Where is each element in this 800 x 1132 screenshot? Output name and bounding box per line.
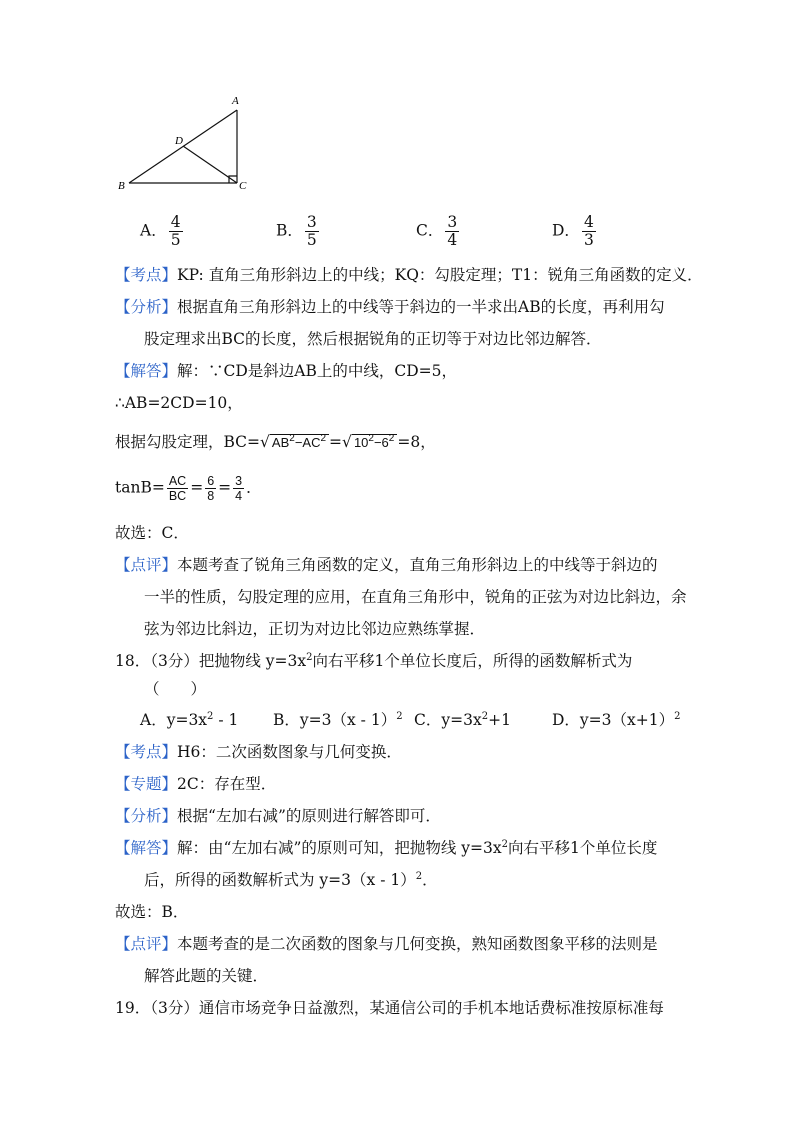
kaodian-text: H6：二次函数图象与几何变换．: [177, 743, 402, 761]
dianping-text: 本题考查了锐角三角函数的定义，直角三角形斜边上的中线等于斜边的: [177, 556, 658, 574]
exponent: 2: [388, 433, 395, 444]
exponent: 2: [289, 433, 295, 444]
radical-1: √ $AB^2-AC^2$: [260, 431, 329, 454]
tag-dianping: 【点评】: [115, 935, 178, 953]
jieda4-prefix: tanB=: [115, 478, 165, 497]
fraction-numerator: AC: [168, 474, 187, 488]
option-numerator: 4: [583, 213, 594, 231]
tag-jieda: 【解答】: [115, 839, 178, 857]
exponent: 2: [501, 839, 509, 850]
zhuanti-text: 2C：存在型．: [177, 775, 277, 793]
option-denominator: 5: [170, 231, 181, 249]
q18-jieda-line2: [144, 869, 438, 891]
q17-dianping: [115, 554, 658, 576]
jieda4-suffix: ．: [246, 478, 262, 497]
tag-fenxi: 【分析】: [115, 807, 178, 825]
tag-jieda: 【解答】: [115, 362, 178, 380]
stem-part: 18．（3分）把抛物线 y=3x: [115, 652, 307, 670]
q17-option-a: [140, 214, 185, 249]
jieda3-prefix: 根据勾股定理，BC=: [115, 433, 261, 451]
q17-option-c: [416, 214, 461, 249]
fraction-numerator: 6: [207, 474, 215, 488]
q17-option-d: [552, 214, 598, 249]
exponent: 2: [674, 711, 681, 722]
q17-kaodian: [115, 264, 703, 286]
exponent: 2: [207, 711, 214, 722]
q18-answer: 故选：B．: [115, 903, 189, 921]
exponent: 2: [320, 433, 327, 444]
option-text: +1: [488, 711, 511, 729]
exponent: 2: [306, 652, 313, 663]
exponent: 2: [415, 871, 423, 882]
option-text: B．y=3（x - 1）: [273, 711, 397, 729]
fraction-denominator: BC: [168, 489, 187, 503]
equals: =: [218, 478, 232, 497]
option-numerator: 3: [447, 213, 458, 231]
jieda-text: 解：∵CD是斜边AB上的中线，CD=5，: [177, 362, 458, 380]
q18-option-a: [140, 709, 238, 731]
radical-term: AB: [271, 435, 290, 450]
option-letter: D．: [552, 221, 580, 240]
q17-answer: 故选：C．: [115, 524, 189, 542]
equals: =: [329, 433, 343, 451]
option-numerator: 3: [306, 213, 317, 231]
equals: =: [190, 478, 204, 497]
q17-dianping-line3: 弦为邻边比斜边，正切为对边比邻边应熟练掌握．: [144, 620, 486, 638]
option-text: D．y=3（x+1）: [552, 711, 675, 729]
option-text: C．y=3x: [414, 711, 482, 729]
q17-fenxi: [115, 296, 665, 318]
option-letter: A．: [140, 221, 167, 240]
fenxi-text: 根据“左加右减”的原则进行解答即可．: [177, 807, 441, 825]
q18-dianping-line2: 解答此题的关键．: [144, 967, 269, 985]
fraction-denominator: 4: [235, 489, 243, 503]
label-a: A: [232, 95, 239, 107]
q18-paren: （ ）: [144, 680, 207, 698]
label-c: C: [239, 180, 247, 192]
exponent: 2: [368, 433, 374, 444]
radical-term: −AC: [294, 435, 321, 450]
stem-part: 向右平移1个单位长度后，所得的函数解析式为: [312, 652, 633, 670]
jieda-text: 向右平移1个单位长度: [508, 839, 658, 857]
jieda-text: ．: [422, 871, 438, 889]
q17-dianping-line2: 一半的性质，勾股定理的应用，在直角三角形中，锐角的正弦为对边比斜边，余: [144, 588, 687, 606]
fraction-denominator: 8: [207, 489, 215, 503]
jieda-text: 解：由“左加右减”的原则可知，把抛物线 y=3x: [177, 839, 502, 857]
radical-term: −6: [373, 435, 389, 450]
fraction-numerator: 3: [235, 474, 243, 488]
q18-kaodian: [115, 741, 402, 763]
q17-jieda-line4: [115, 474, 262, 503]
tag-fenxi: 【分析】: [115, 298, 178, 316]
exponent: 2: [396, 711, 403, 722]
option-letter: B．: [276, 221, 303, 240]
q17-option-b: [276, 214, 321, 249]
option-text: A．y=3x: [140, 711, 208, 729]
option-denominator: 5: [306, 231, 317, 249]
q17-jieda-line3: [115, 431, 436, 454]
exponent: 2: [481, 711, 489, 722]
tag-dianping: 【点评】: [115, 556, 178, 574]
q18-jieda: [115, 837, 657, 859]
option-denominator: 3: [583, 231, 594, 249]
option-denominator: 4: [447, 231, 458, 249]
radical-term: 10: [353, 435, 369, 450]
tag-zhuanti: 【专题】: [115, 775, 178, 793]
jieda-text: 后，所得的函数解析式为 y=3（x - 1）: [144, 871, 416, 889]
label-b: B: [118, 180, 125, 192]
q17-jieda-line2: ∴AB=2CD=10，: [115, 394, 243, 412]
tag-kaodian: 【考点】: [115, 266, 178, 284]
q18-option-c: [414, 709, 511, 731]
fenxi-text: 根据直角三角形斜边上的中线等于斜边的一半求出AB的长度，再利用勾: [177, 298, 665, 316]
q18-dianping: [115, 933, 658, 955]
fraction-ac-bc: [167, 474, 188, 503]
q18-fenxi: [115, 805, 441, 827]
radical-2: √ $10^2-6^2$: [342, 431, 397, 454]
label-d: D: [175, 135, 183, 147]
q18-option-d: [552, 709, 681, 731]
q18-option-b: [273, 709, 403, 731]
option-letter: C．: [416, 221, 444, 240]
q17-fenxi-cont: 股定理求出BC的长度，然后根据锐角的正切等于对边比邻边解答．: [144, 330, 602, 348]
kaodian-text: KP: 直角三角形斜边上的中线；KQ：勾股定理；T1：锐角三角函数的定义．: [177, 266, 703, 284]
fraction-3-4: [233, 474, 244, 503]
dianping-text: 本题考查的是二次函数的图象与几何变换，熟知函数图象平移的法则是: [177, 935, 658, 953]
q18-stem: [115, 650, 632, 672]
q17-jieda: [115, 360, 457, 382]
triangle-figure: [110, 92, 260, 192]
fraction-6-8: [205, 474, 216, 503]
option-numerator: 4: [170, 213, 181, 231]
q18-zhuanti: [115, 773, 276, 795]
tag-kaodian: 【考点】: [115, 743, 178, 761]
jieda3-suffix: =8，: [397, 433, 436, 451]
option-text: - 1: [213, 711, 239, 729]
q19-stem: 19．（3分）通信市场竞争日益激烈，某通信公司的手机本地话费标准按原标准每: [115, 999, 664, 1017]
